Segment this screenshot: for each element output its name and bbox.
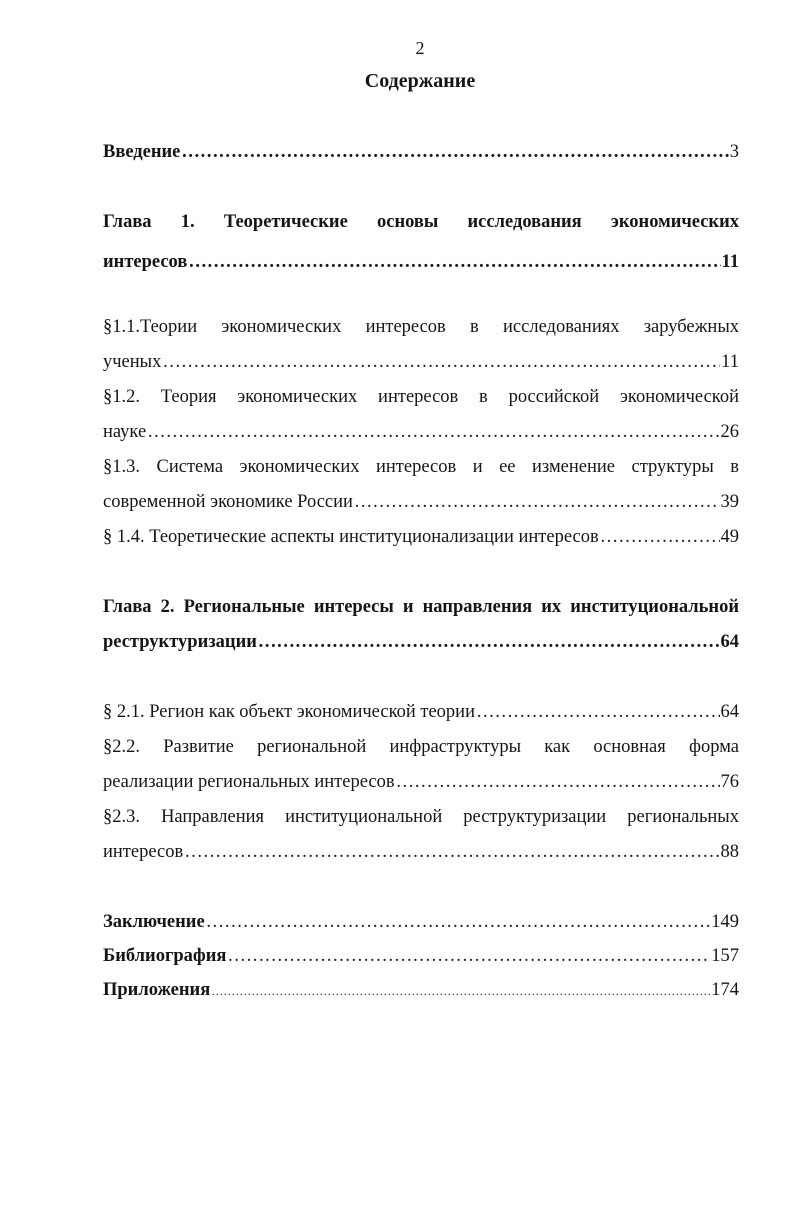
toc-entry-page: 11 (721, 252, 739, 272)
toc-entry-section-1-2[interactable] (103, 380, 739, 450)
toc-entry-appendices[interactable] (103, 973, 739, 1008)
leader-dots (354, 485, 720, 520)
toc-entry-line: §1.2. Теория экономических интересов в российской экономической (103, 387, 739, 407)
toc-title: Содержание (364, 70, 476, 92)
toc-entry-line: §1.1.Теории экономических интересов в исследованиях зарубежных (103, 317, 739, 337)
toc-entry-chapter-1[interactable] (103, 205, 739, 280)
toc-entry-page: 49 (720, 527, 739, 547)
page-number: 2 (415, 38, 425, 58)
toc-entry-label: интересов (103, 842, 184, 862)
toc-entry-page: 88 (720, 842, 739, 862)
toc-entry-line: §2.3. Направления институциональной реструктуризации региональных (103, 807, 739, 827)
toc-entry-page: 39 (720, 492, 739, 512)
toc-entry-section-2-1[interactable] (103, 695, 739, 730)
toc-entry-page: 64 (720, 632, 739, 652)
toc-entry-page: 11 (721, 352, 739, 372)
toc-entry-page: 76 (720, 772, 739, 792)
toc-entry-line: §1.3. Система экономических интересов и ее изменение структуры в (103, 457, 739, 477)
toc-entry-page: 64 (720, 702, 739, 722)
toc-entry-label: реализации региональных интересов (103, 772, 395, 792)
toc-entry-conclusion[interactable] (103, 905, 739, 939)
leader-dots (227, 939, 710, 973)
toc-entry-label: Заключение (103, 912, 205, 932)
toc-entry-label: науке (103, 422, 147, 442)
toc-entry-label: современной экономике России (103, 492, 353, 512)
toc-entry-line: Глава 1. Теоретические основы исследования экономических (103, 212, 739, 232)
leader-dots (396, 765, 720, 800)
toc-entry-label: реструктуризации (103, 632, 257, 652)
leader-dots (147, 415, 719, 450)
toc-entry-page: 3 (729, 142, 739, 162)
toc-entry-chapter-2[interactable] (103, 590, 739, 660)
leader-dots (188, 245, 720, 280)
leader-dots (600, 520, 720, 555)
toc-entry-page: 149 (711, 912, 739, 932)
leader-dots (258, 625, 720, 660)
toc-entry-label: Приложения (103, 980, 211, 1000)
toc-entry-page: 26 (720, 422, 739, 442)
toc-entry-section-2-2[interactable] (103, 730, 739, 800)
leader-dots (181, 135, 728, 170)
toc-entry-label: Введение (103, 142, 181, 162)
toc-entry-section-1-4[interactable] (103, 520, 739, 555)
leader-dots (206, 905, 711, 939)
toc-entry-page: 157 (711, 946, 739, 966)
toc-entry-section-1-3[interactable] (103, 450, 739, 520)
toc-entry-page: 174 (711, 980, 739, 1000)
toc-entry-label: § 1.4. Теоретические аспекты институционализации интересов (103, 527, 599, 547)
toc-entry-label: § 2.1. Регион как объект экономической теории (103, 702, 475, 722)
toc-entry-section-2-3[interactable] (103, 800, 739, 870)
toc-entry-bibliography[interactable] (103, 939, 739, 973)
toc-entry-line: §2.2. Развитие региональной инфраструктуры как основная форма (103, 737, 739, 757)
leader-dots (162, 345, 720, 380)
leader-dots (211, 974, 710, 1008)
leader-dots (184, 835, 719, 870)
toc-entry-label: ученых (103, 352, 162, 372)
toc-entry-label: Библиография (103, 946, 227, 966)
toc-entry-label: интересов (103, 252, 188, 272)
toc-entry-section-1-1[interactable] (103, 310, 739, 380)
toc-entry-line: Глава 2. Региональные интересы и направления их институциональной (103, 597, 739, 617)
toc-entry-intro[interactable] (103, 135, 739, 170)
leader-dots (476, 695, 720, 730)
